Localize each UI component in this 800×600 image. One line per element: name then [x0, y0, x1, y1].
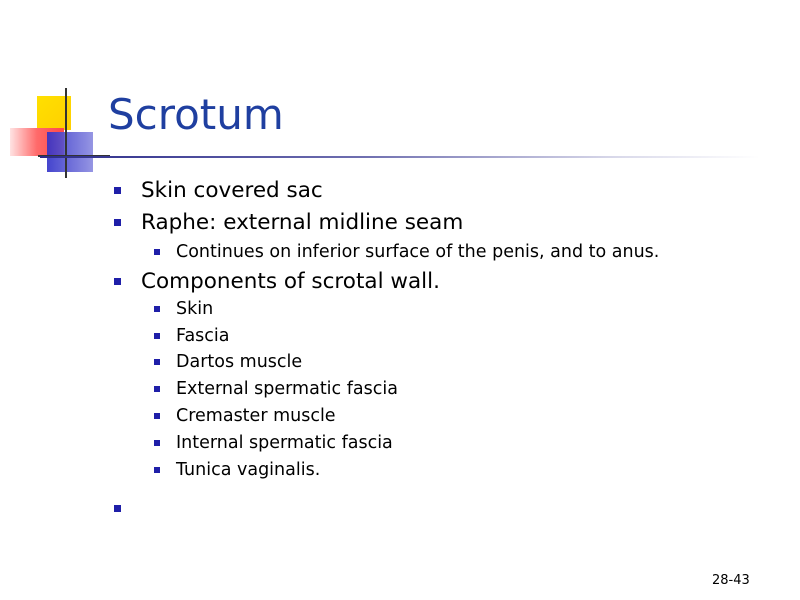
bullet-text: Tunica vaginalis. — [176, 460, 321, 480]
bullet-square-icon — [154, 359, 160, 365]
sub-bullet-item — [176, 406, 336, 426]
bullet-square-icon — [114, 278, 121, 285]
bullet-text: External spermatic fascia — [176, 379, 398, 399]
bullet-square-icon — [154, 306, 160, 312]
logo-squares-icon — [0, 0, 120, 190]
title-divider — [40, 156, 760, 158]
sub-bullet-item — [176, 433, 393, 453]
bullet-square-icon — [154, 413, 160, 419]
bullet-text: Continues on inferior surface of the penis, and to anus. — [176, 242, 660, 262]
bullet-text: Internal spermatic fascia — [176, 433, 393, 453]
bullet-item — [141, 210, 463, 235]
slide-title: Scrotum — [108, 90, 284, 139]
bullet-text: Raphe: external midline seam — [141, 210, 464, 235]
bullet-text: Skin — [176, 299, 214, 319]
bullet-square-icon — [154, 440, 160, 446]
page-number: 28-43 — [712, 573, 750, 588]
bullet-text: Components of scrotal wall. — [141, 269, 440, 294]
bullet-item — [141, 269, 440, 294]
bullet-text: Cremaster muscle — [176, 406, 336, 426]
bullet-square-icon — [154, 467, 160, 473]
bullet-text: Dartos muscle — [176, 352, 303, 372]
sub-bullet-item — [176, 379, 398, 399]
bullet-square-icon — [114, 187, 121, 194]
bullet-text: Skin covered sac — [141, 178, 323, 203]
bullet-text: Fascia — [176, 326, 230, 346]
bullet-square-icon — [114, 219, 121, 226]
bullet-item — [141, 178, 323, 203]
bullet-square-icon — [154, 249, 160, 255]
bullet-square-icon — [154, 386, 160, 392]
sub-bullet-item — [176, 460, 320, 480]
sub-bullet-item — [176, 299, 213, 319]
sub-bullet-item — [176, 352, 302, 372]
bullet-square-icon — [114, 505, 121, 512]
sub-bullet-item — [176, 326, 230, 346]
sub-bullet-item — [176, 242, 659, 262]
bullet-square-icon — [154, 333, 160, 339]
